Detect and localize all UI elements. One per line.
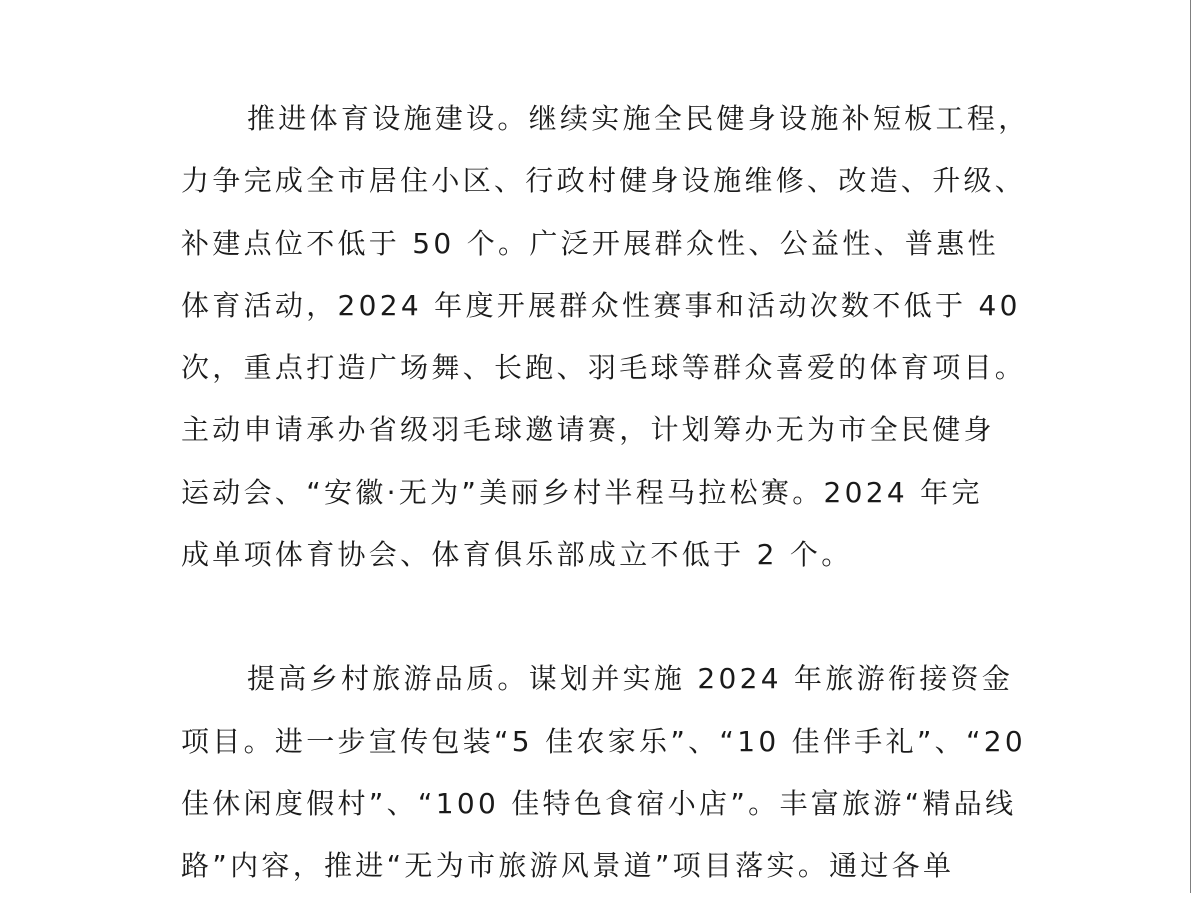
paragraph-sports-facilities [181, 88, 1030, 586]
text-line: 力争完成全市居住小区、行政村健身设施维修、改造、升级、 [181, 164, 1027, 198]
text-line: 运动会、“安徽·无为”美丽乡村半程马拉松赛。2024 年完 [181, 475, 983, 509]
text-line: 路”内容，推进“无为市旅游风景道”项目落实。通过各单 [181, 849, 955, 883]
document-body [181, 88, 1030, 898]
text-line: 推进体育设施建设。继续实施全民健身设施补短板工程， [247, 102, 1030, 135]
text-line: 体育活动，2024 年度开展群众性赛事和活动次数不低于 40 [181, 288, 1021, 322]
text-line: 项目。进一步宣传包装“5 佳农家乐”、“10 佳伴手礼”、“20 [181, 724, 1027, 758]
text-line: 成单项体育协会、体育俱乐部成立不低于 2 个。 [181, 538, 853, 572]
text-line: 补建点位不低于 50 个。广泛开展群众性、公益性、普惠性 [181, 226, 999, 260]
text-line: 佳休闲度假村”、“100 佳特色食宿小店”。丰富旅游“精品线 [181, 786, 1017, 820]
text-line: 次，重点打造广场舞、长跑、羽毛球等群众喜爱的体育项目。 [181, 351, 1027, 385]
text-line: 主动申请承办省级羽毛球邀请赛，计划筹办无为市全民健身 [181, 413, 995, 447]
paragraph-rural-tourism [181, 648, 1027, 897]
text-line: 提高乡村旅游品质。谋划并实施 2024 年旅游衔接资金 [247, 662, 1014, 696]
